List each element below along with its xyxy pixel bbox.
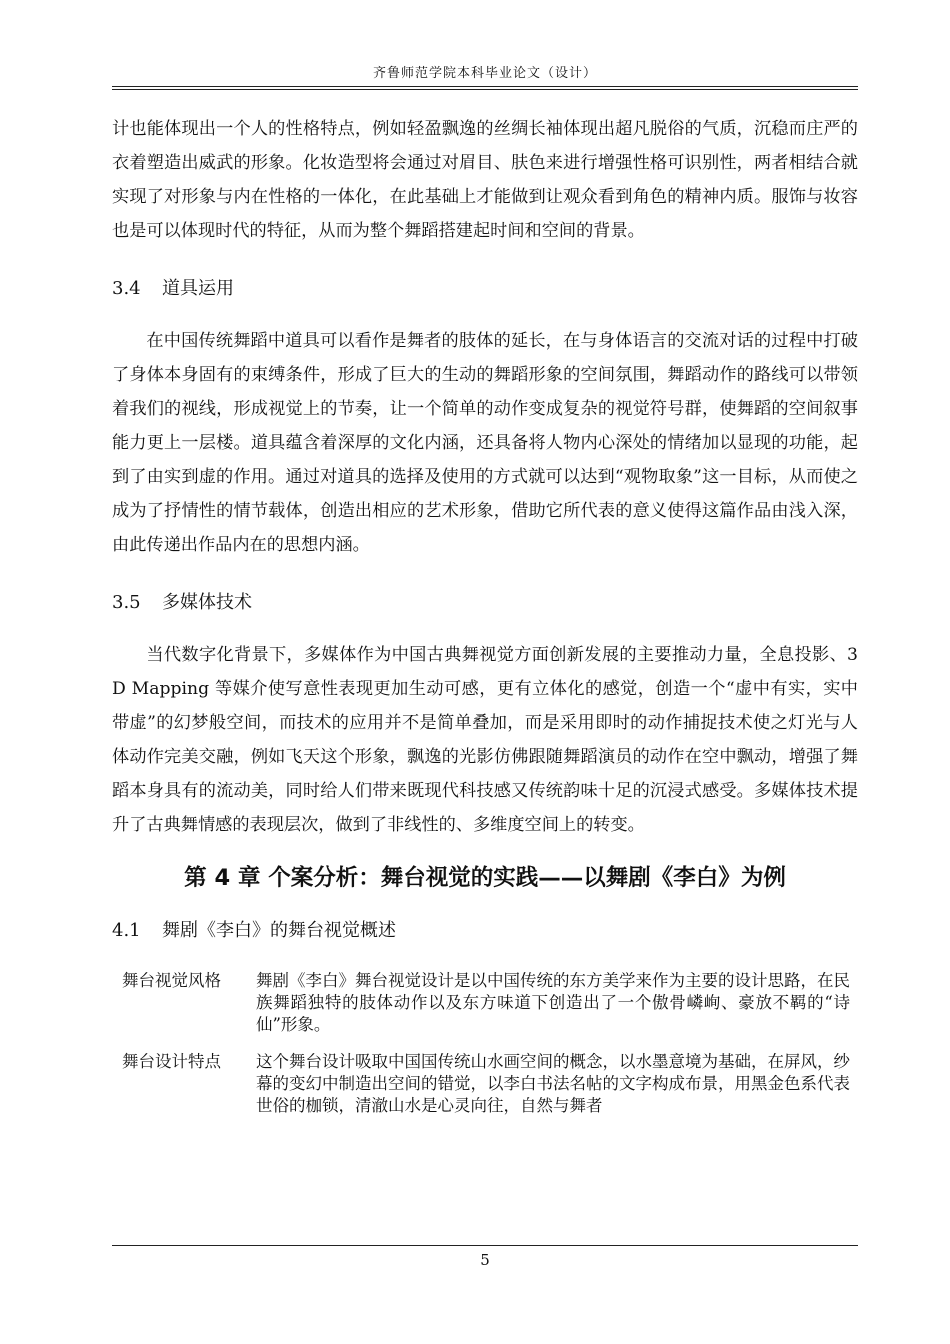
section-title: 道具运用 [162,278,234,299]
stage-visual-table [112,970,858,1117]
section-heading-3-5 [112,588,858,614]
table-row [112,970,858,1036]
header-rule [112,86,858,90]
paragraph-costume-makeup: 计也能体现出一个人的性格特点，例如轻盈飘逸的丝绸长袖体现出超凡脱俗的气质，沉稳而庄严的衣着塑造出威武的形象。化妆造型将会通过对眉目、肤色来进行增强性格可识别性，两者相结合就实现了对形象与内在性格的一体化，在此基础上才能做到让观众看到角色的精神内质。服饰与妆容也是可以体现时代的特征，从而为整个舞蹈搭建起时间和空间的背景。 [112,119,858,241]
section-number: 3.4 [112,278,141,299]
running-header: 齐鲁师范学院本科毕业论文（设计） [372,66,597,81]
table-row [112,1036,858,1117]
table-term: 舞台视觉风格 [122,971,221,990]
section-number: 3.5 [112,592,141,613]
table-term: 舞台设计特点 [122,1052,221,1071]
paragraph-props: 在中国传统舞蹈中道具可以看作是舞者的肢体的延长，在与身体语言的交流对话的过程中打破了身体本身固有的束缚条件，形成了巨大的生动的舞蹈形象的空间氛围，舞蹈动作的路线可以带领着我们的视线，形成视觉上的节奏，让一个简单的动作变成复杂的视觉符号群，使舞蹈的空间叙事能力更上一层楼。道具蕴含着深厚的文化内涵，还具备将人物内心深处的情绪加以显现的功能，起到了由实到虚的作用。通过对道具的选择及使用的方式就可以达到“观物取象”这一目标，从而使之成为了抒情性的情节载体，创造出相应的艺术形象，借助它所代表的意义使得这篇作品由浅入深，由此传递出作品内在的思想内涵。 [112,331,858,555]
paragraph-multimedia: 当代数字化背景下，多媒体作为中国古典舞视觉方面创新发展的主要推动力量，全息投影、3D Mapping 等媒介使写意性表现更加生动可感，更有立体化的感觉，创造一个“虚中有实，实中带虚”的幻梦般空间，而技术的应用并不是简单叠加，而是采用即时的动作捕捉技术使之灯光与人体动作完美交融，例如飞天这个形象，飘逸的光影仿佛跟随舞蹈演员的动作在空中飘动，增强了舞蹈本身具有的流动美，同时给人们带来既现代科技感又传统韵味十足的沉浸式感受。多媒体技术提升了古典舞情感的表现层次，做到了非线性的、多维度空间上的转变。 [112,645,858,835]
table-description: 舞剧《李白》舞台视觉设计是以中国传统的东方美学来作为主要的设计思路，在民族舞蹈独特的肢体动作以及东方味道下创造出了一个傲骨嶙峋、豪放不羁的“诗仙”形象。 [256,971,850,1034]
chapter-heading: 第 4 章 个案分析：舞台视觉的实践——以舞剧《李白》为例 [184,865,786,891]
page-content [112,110,858,1117]
section-heading-4-1 [112,916,858,942]
section-title: 多媒体技术 [162,592,252,613]
section-title: 舞剧《李白》的舞台视觉概述 [162,920,396,941]
section-heading-3-4 [112,274,858,300]
table-description: 这个舞台设计吸取中国国传统山水画空间的概念，以水墨意境为基础，在屏风，纱幕的变幻中制造出空间的错觉，以李白书法名帖的文字构成布景，用黑金色系代表世俗的枷锁，清澈山水是心灵向往，自然与舞者 [256,1052,850,1115]
footer-rule [112,1245,858,1246]
page-number: 5 [480,1251,490,1269]
section-number: 4.1 [112,920,141,941]
